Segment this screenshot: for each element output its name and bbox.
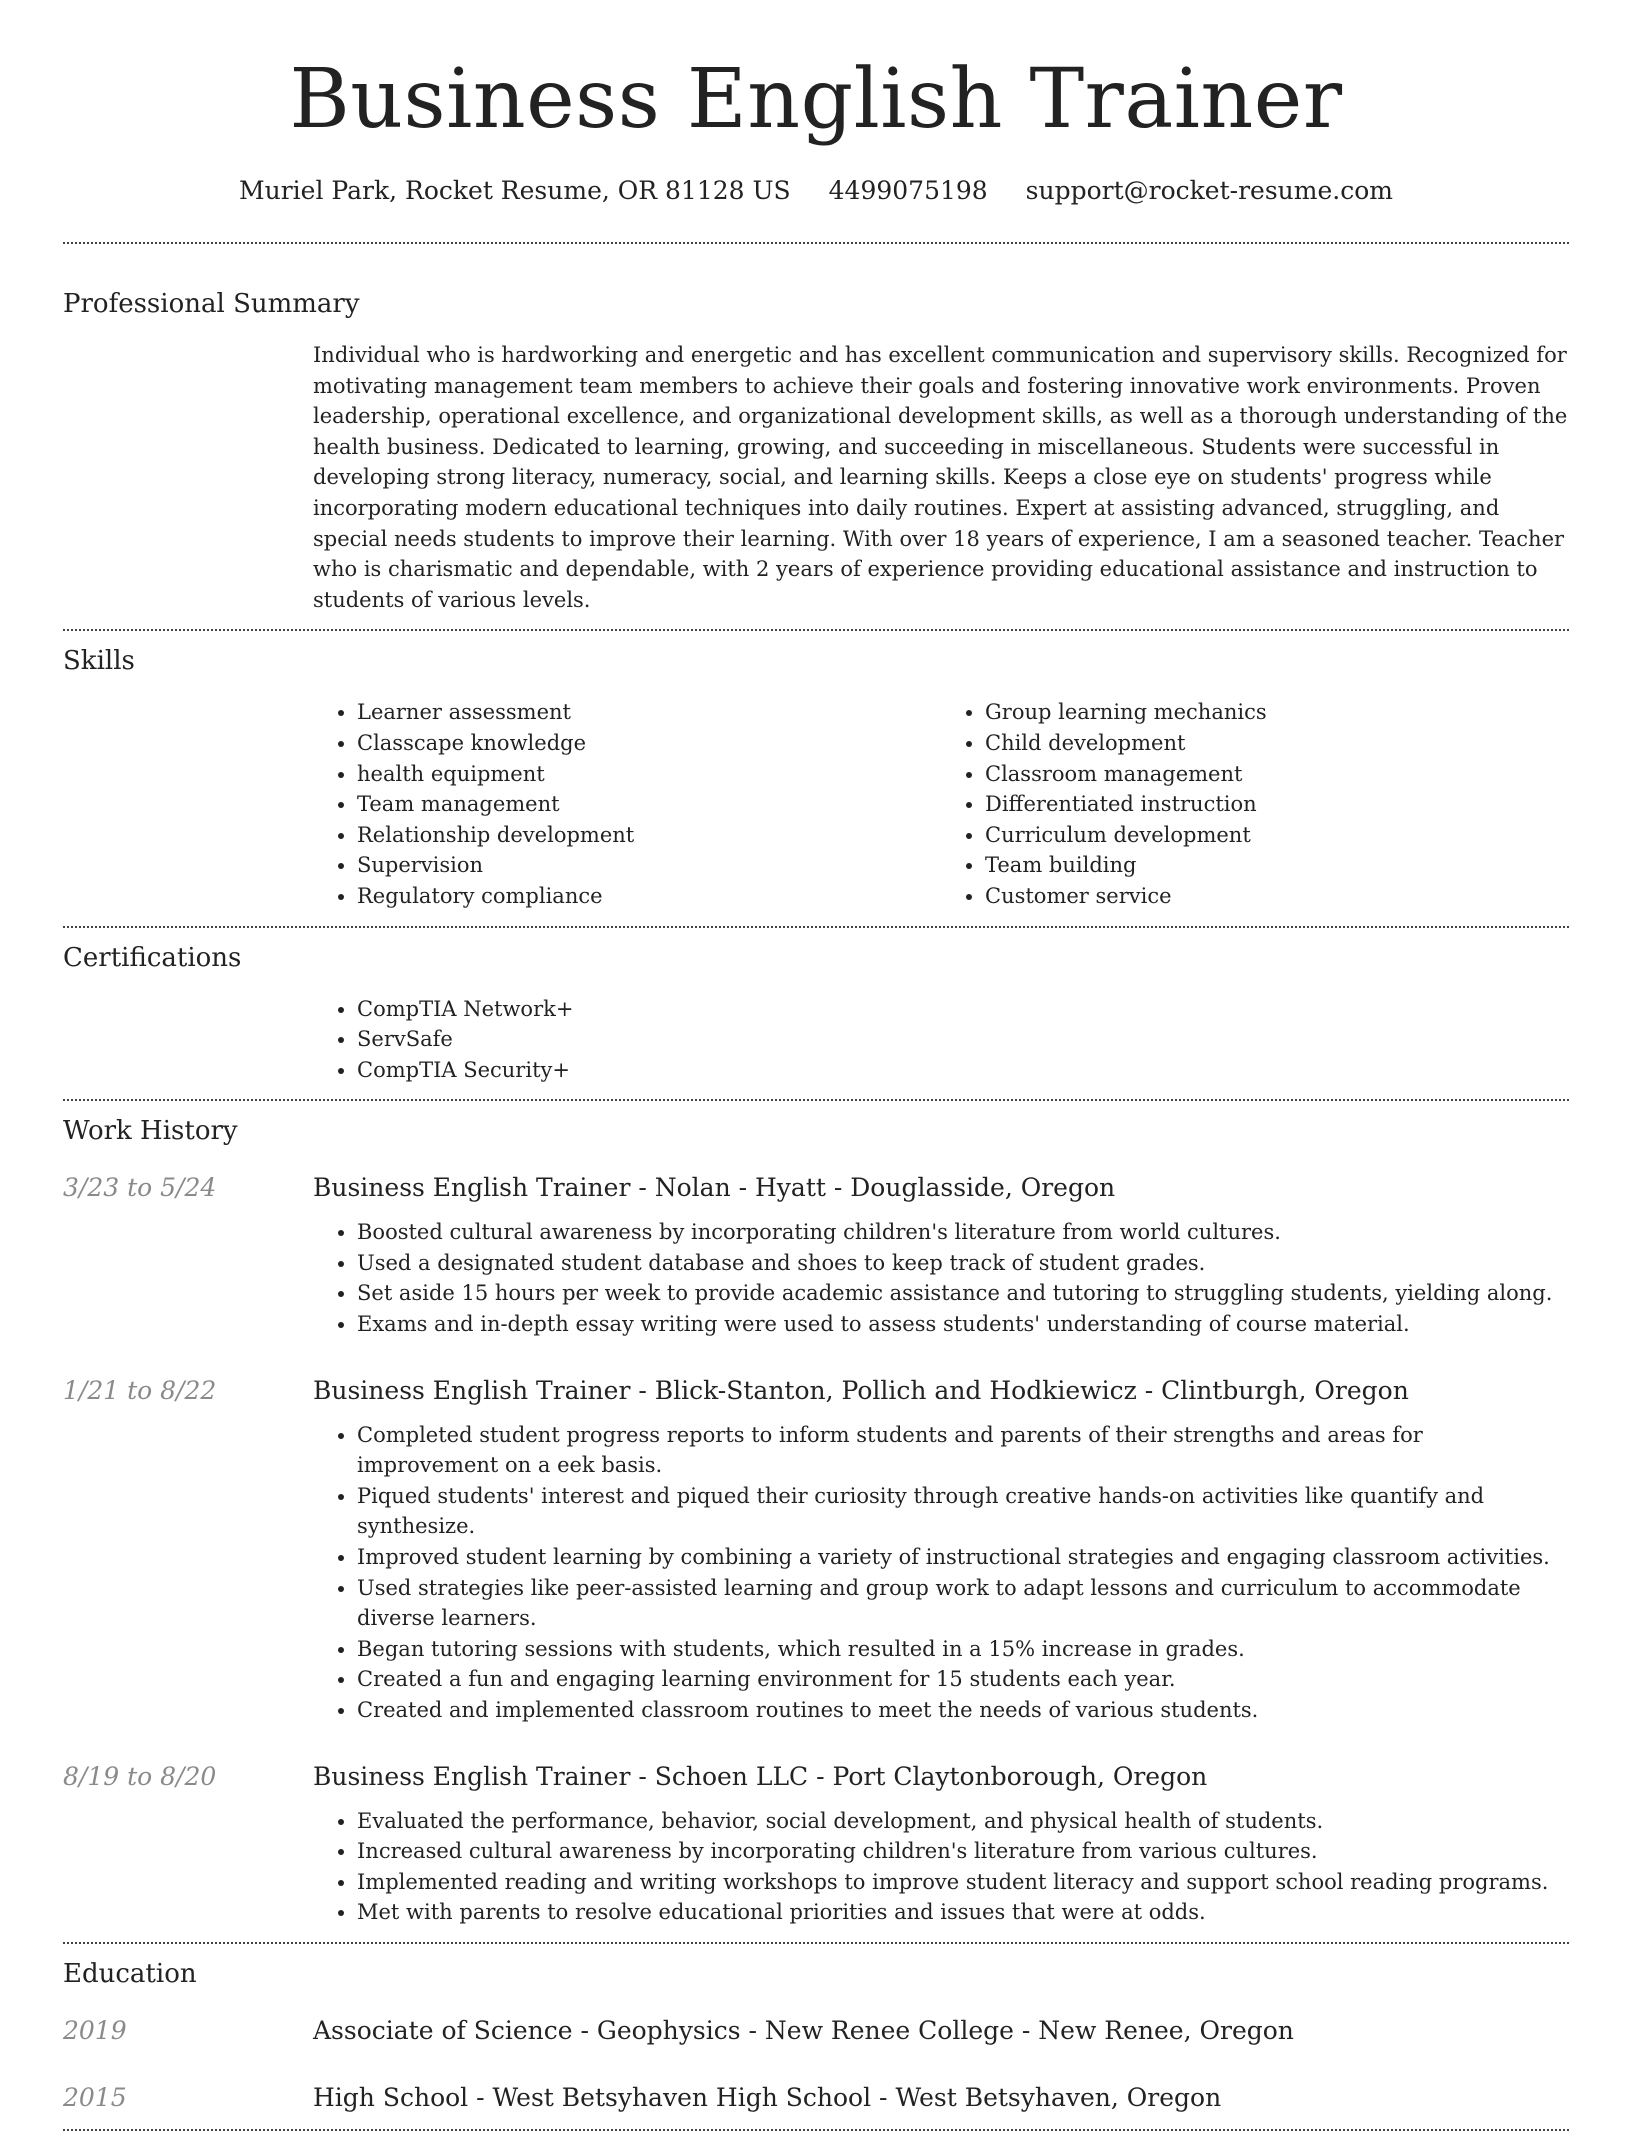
job-date: 8/19 to 8/20	[63, 1761, 217, 1791]
certification-item: • CompTIA Security+	[357, 1055, 1569, 1086]
skill-item: • Child development	[985, 728, 1569, 759]
contact-line	[63, 174, 1569, 208]
education-heading: Education	[63, 1958, 197, 1989]
certification-item: • ServSafe	[357, 1024, 1569, 1055]
job-bullet: • Used strategies like peer-assisted learning and group work to adapt lessons and curriculum to accommodate diverse learners.	[357, 1573, 1569, 1634]
skill-item: • Customer service	[985, 881, 1569, 912]
job-bullet: • Piqued students' interest and piqued their curiosity through creative hands-on activities like quantify and synthesize.	[357, 1481, 1569, 1542]
job-entry	[63, 1374, 1569, 1726]
job-bullet: • Completed student progress reports to inform students and parents of their strengths and areas for improvement on a eek basis.	[357, 1420, 1569, 1481]
education-title: Associate of Science - Geophysics - New Renee College - New Renee, Oregon	[313, 2015, 1294, 2045]
job-bullet: • Improved student learning by combining a variety of instructional strategies and engaging classroom activities.	[357, 1542, 1569, 1573]
education-title: High School - West Betsyhaven High School - West Betsyhaven, Oregon	[313, 2082, 1222, 2112]
skills-heading: Skills	[63, 646, 135, 677]
skill-item: • health equipment	[357, 759, 941, 790]
skill-item: • Relationship development	[357, 820, 941, 851]
resume-header	[63, 0, 1569, 208]
skills-list-left	[313, 697, 941, 911]
skill-item: • Learner assessment	[357, 697, 941, 728]
skill-item: • Group learning mechanics	[985, 697, 1569, 728]
job-bullet: • Set aside 15 hours per week to provide academic assistance and tutoring to struggling students, yielding along.	[357, 1278, 1569, 1309]
job-entry	[63, 1171, 1569, 1339]
job-bullet-list	[313, 1806, 1569, 1928]
skill-item: • Curriculum development	[985, 820, 1569, 851]
education-date: 2019	[63, 2015, 127, 2045]
certifications-heading: Certifications	[63, 942, 242, 973]
certification-item: • CompTIA Network+	[357, 994, 1569, 1025]
summary-text: Individual who is hardworking and energetic and has excellent communication and supervisory skills. Recognized for motivating management team members to achieve their goals and fostering innovative work environments. Proven leadership, operational excellence, and organizational development skills, as well as a thorough understanding of the health business. Dedicated to learning, growing, and succeeding in miscellaneous. Students were successful in developing strong literacy, numeracy, social, and learning skills. Keeps a close eye on students' progress while incorporating modern educational techniques into daily routines. Expert at assisting advanced, struggling, and special needs students to improve their learning. With over 18 years of experience, I am a seasoned teacher. Teacher who is charismatic and dependable, with 2 years of experience providing educational assistance and instruction to students of various levels.	[313, 343, 1568, 612]
job-title: Business English Trainer - Schoen LLC - Port Claytonborough, Oregon	[313, 1761, 1208, 1791]
job-bullet: • Created a fun and engaging learning environment for 15 students each year.	[357, 1664, 1569, 1695]
certifications-list	[313, 994, 1569, 1086]
education-date: 2015	[63, 2082, 127, 2112]
work-history-heading: Work History	[63, 1116, 238, 1147]
job-title: Business English Trainer - Nolan - Hyatt - Douglasside, Oregon	[313, 1173, 1116, 1203]
job-date: 3/23 to 5/24	[63, 1173, 217, 1203]
skills-list-right	[941, 697, 1569, 911]
certifications-section	[63, 928, 1569, 1100]
work-history-section	[63, 1101, 1569, 1942]
job-bullet: • Exams and in-depth essay writing were used to assess students' understanding of course material.	[357, 1309, 1569, 1340]
skill-item: • Differentiated instruction	[985, 789, 1569, 820]
skill-item: • Classcape knowledge	[357, 728, 941, 759]
job-bullet: • Created and implemented classroom routines to meet the needs of various students.	[357, 1695, 1569, 1726]
job-bullet: • Boosted cultural awareness by incorporating children's literature from world cultures.	[357, 1217, 1569, 1248]
skill-item: • Supervision	[357, 850, 941, 881]
skill-item: • Classroom management	[985, 759, 1569, 790]
education-section	[63, 1944, 1569, 2129]
skill-item: • Team management	[357, 789, 941, 820]
job-bullet: • Met with parents to resolve educational priorities and issues that were at odds.	[357, 1897, 1569, 1928]
job-date: 1/21 to 8/22	[63, 1375, 217, 1405]
job-bullet: • Increased cultural awareness by incorporating children's literature from various cultures.	[357, 1836, 1569, 1867]
contact-email: support@rocket-resume.com	[1025, 176, 1393, 205]
skill-item: • Team building	[985, 850, 1569, 881]
education-entry	[63, 2081, 1569, 2115]
education-entry	[63, 2014, 1569, 2048]
summary-section	[63, 244, 1569, 629]
job-bullet-list	[313, 1420, 1569, 1726]
skills-section	[63, 631, 1569, 925]
job-bullet: • Used a designated student database and shoes to keep track of student grades.	[357, 1248, 1569, 1279]
job-title: Business English Trainer - Blick-Stanton, Pollich and Hodkiewicz - Clintburgh, Oregon	[313, 1375, 1409, 1405]
resume-name: Business English Trainer	[289, 52, 1343, 147]
job-bullet-list	[313, 1217, 1569, 1339]
summary-heading: Professional Summary	[63, 289, 360, 319]
contact-phone: 4499075198	[828, 176, 988, 205]
skill-item: • Regulatory compliance	[357, 881, 941, 912]
job-entry	[63, 1760, 1569, 1928]
job-bullet: • Implemented reading and writing workshops to improve student literacy and support school reading programs.	[357, 1867, 1569, 1898]
job-bullet: • Evaluated the performance, behavior, social development, and physical health of students.	[357, 1806, 1569, 1837]
job-bullet: • Began tutoring sessions with students, which resulted in a 15% increase in grades.	[357, 1634, 1569, 1665]
contact-address: Muriel Park, Rocket Resume, OR 81128 US	[239, 176, 791, 205]
